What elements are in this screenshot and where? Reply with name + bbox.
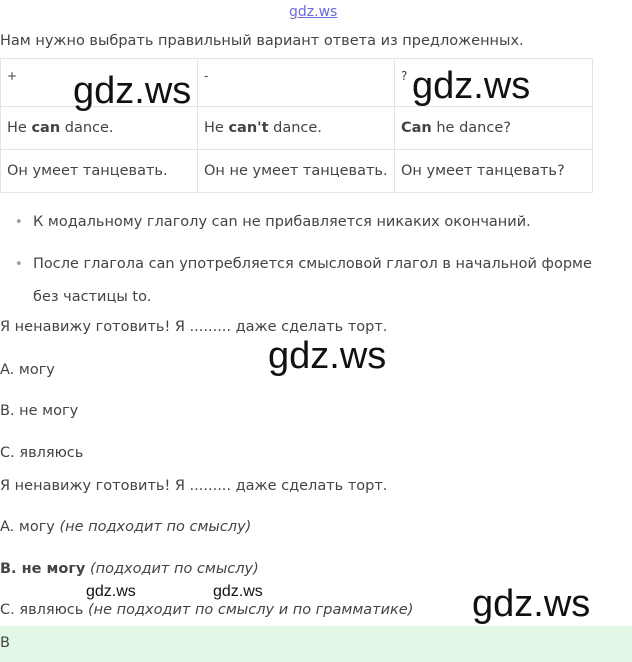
watermark: gdz.ws bbox=[412, 65, 531, 107]
watermark: gdz.ws bbox=[213, 583, 263, 600]
header-positive: + bbox=[1, 59, 198, 107]
cell-english-negative: He can't dance. bbox=[198, 107, 395, 150]
cell-english-positive: He can dance. bbox=[1, 107, 198, 150]
header-negative: - bbox=[198, 59, 395, 107]
cell-english-question: Can he dance? bbox=[395, 107, 593, 150]
bullet-icon: • bbox=[15, 257, 23, 272]
solution-option-c: C. являюсь (не подходит по смыслу и по грамматике) bbox=[0, 602, 414, 618]
watermark: gdz.ws bbox=[86, 583, 136, 600]
answer-value: B bbox=[0, 635, 10, 651]
task-option-a: A. могу bbox=[0, 362, 55, 378]
cell-russian-question: Он умеет танцевать? bbox=[395, 150, 593, 193]
rule-item: • К модальному глаголу can не прибавляется никаких окончаний. bbox=[15, 206, 615, 239]
rule-item: • После глагола can употребляется смысловой глагол в начальной форме bbox=[15, 248, 615, 281]
top-watermark-link[interactable]: gdz.ws bbox=[289, 4, 338, 20]
solution-option-b: B. не могу (подходит по смыслу) bbox=[0, 561, 259, 577]
solution-option-a: A. могу (не подходит по смыслу) bbox=[0, 519, 252, 535]
task-question: Я ненавижу готовить! Я ......... даже сделать торт. bbox=[0, 319, 388, 335]
header-question: ? bbox=[395, 59, 593, 107]
bullet-icon: • bbox=[15, 215, 23, 230]
cell-russian-negative: Он не умеет танцевать. bbox=[198, 150, 395, 193]
intro-text: Нам нужно выбрать правильный вариант ответа из предложенных. bbox=[0, 33, 524, 49]
watermark: gdz.ws bbox=[472, 583, 591, 625]
task-option-b: B. не могу bbox=[0, 403, 79, 419]
cell-russian-positive: Он умеет танцевать. bbox=[1, 150, 198, 193]
table-row-russian bbox=[1, 150, 593, 193]
watermark: gdz.ws bbox=[268, 335, 387, 377]
rule-item-continuation: без частицы to. bbox=[33, 289, 152, 305]
rules-list bbox=[15, 206, 615, 314]
answer-bar bbox=[0, 626, 632, 662]
watermark: gdz.ws bbox=[73, 70, 192, 112]
solution-question: Я ненавижу готовить! Я ......... даже сделать торт. bbox=[0, 478, 388, 494]
task-option-c: C. являюсь bbox=[0, 445, 84, 461]
